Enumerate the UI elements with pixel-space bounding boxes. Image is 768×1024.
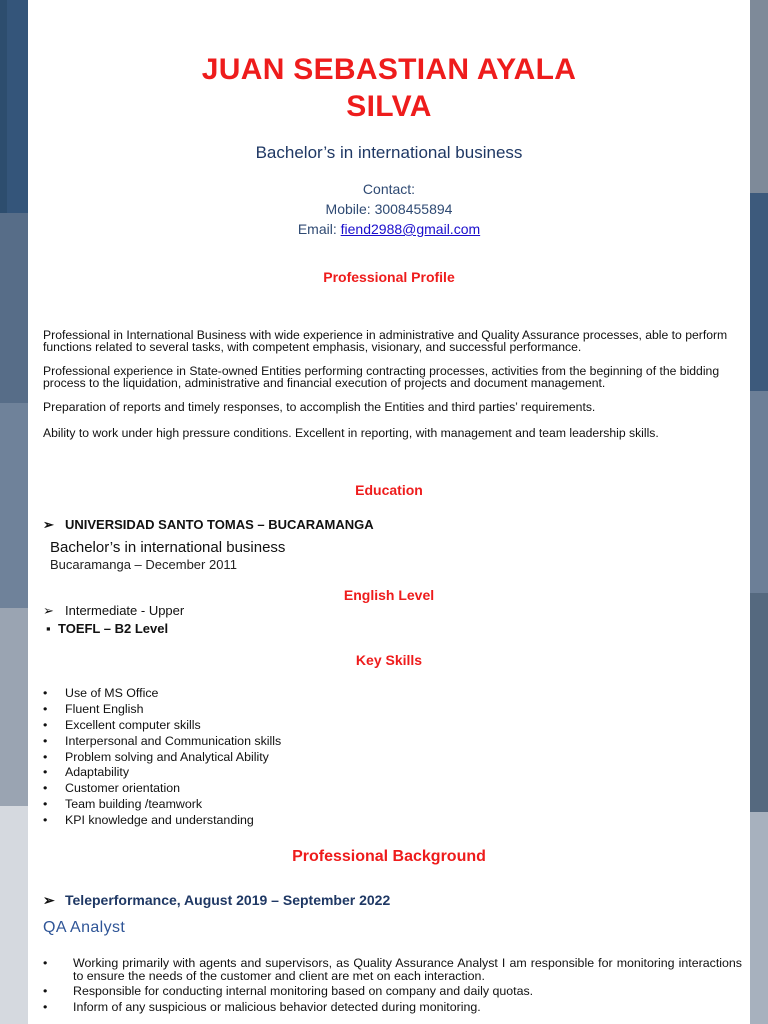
bullet-icon: • [43,749,48,764]
right-decor-band-4 [750,593,768,812]
bullet-icon: • [43,956,48,970]
list-item [43,781,281,797]
list-item [43,813,281,829]
job-role: QA Analyst [43,919,126,936]
contact-email [28,221,750,237]
duty-text: Responsible for conducting internal monitoring based on company and daily quotas. [73,984,534,999]
english-level-item [43,603,184,619]
duty-text: Inform of any suspicious or malicious behavior detected during monitoring. [73,999,481,1014]
small-bullet-icon: ▪ [46,621,51,636]
list-item [43,702,281,718]
skill-text: Fluent English [65,701,144,716]
skill-text: Use of MS Office [65,686,159,700]
section-title-education: Education [355,482,423,498]
list-item [43,765,281,781]
english-level: Intermediate - Upper [65,603,185,618]
arrow-bullet-icon: ➢ [43,603,54,618]
bullet-icon: • [43,813,48,828]
arrow-bullet-icon: ➢ [43,892,55,908]
bullet-icon: • [43,733,48,748]
profile-paragraph: Professional in International Business with wide experience in administrative and Quality Assurance processes, able to perform functions related to several tasks, with competent emphasis, visionary, and successful performance. [43,328,728,354]
list-item [43,985,742,998]
duty-text: Working primarily with agents and supervisors, as Quality Assurance Analyst I am responsible for monitoring interactions to ensure the needs of the customer and client are met on each interaction. [73,956,742,983]
right-decor-band-1 [750,0,768,193]
toefl-level: TOEFL – B2 Level [58,621,169,636]
list-item [43,718,281,734]
skill-text: Customer orientation [65,781,181,796]
left-decor-band-1 [0,0,28,213]
email-label: Email: [297,221,341,237]
section-title-skills: Key Skills [355,652,423,668]
institution-name: UNIVERSIDAD SANTO TOMAS – BUCARAMANGA [65,517,374,532]
email-link[interactable]: fiend2988@gmail.com [340,221,481,237]
candidate-degree-subtitle: Bachelor’s in international business [255,143,523,162]
profile-paragraph: Ability to work under high pressure conditions. Excellent in reporting, with management and team leadership skills. [43,426,659,440]
right-decor-band-3 [750,391,768,593]
resume-page [28,0,750,1024]
skill-text: Problem solving and Analytical Ability [65,749,269,764]
contact-label: Contact: [362,181,416,197]
list-item [43,797,281,813]
section-title-background: Professional Background [292,848,486,865]
duties-list [43,957,742,1016]
skills-list [43,686,281,829]
bullet-icon: • [43,797,48,812]
list-item [43,1001,742,1014]
candidate-name-line1: JUAN SEBASTIAN AYALA [201,53,577,86]
education-date: Bucaramanga – December 2011 [50,557,237,572]
profile-paragraph: Professional experience in State-owned Entities performing contracting processes, activities from the beginning of the bidding process to the liquidation, administrative and financial execution of projects and document management. [43,364,720,390]
list-item [43,686,281,702]
list-item [43,957,742,982]
left-decor-band-3 [0,403,28,608]
right-decor-band-5 [750,812,768,1024]
list-item [43,750,281,766]
bullet-icon: • [43,701,48,716]
skill-text: Excellent computer skills [65,717,201,732]
left-decor-band-4 [0,608,28,806]
candidate-name-line2: SILVA [346,90,432,123]
left-decor-band-2 [0,213,28,403]
bullet-icon: • [43,781,48,796]
arrow-bullet-icon: ➢ [43,517,54,532]
company-and-dates: Teleperformance, August 2019 – September 2022 [65,892,391,908]
bullet-icon: • [43,717,48,732]
skill-text: KPI knowledge and understanding [65,813,254,828]
list-item [43,734,281,750]
profile-paragraph: Preparation of reports and timely responses, to accomplish the Entities and third parties’ requirements. [43,400,596,414]
section-title-english: English Level [343,587,435,603]
toefl-item [46,621,168,636]
bullet-icon: • [43,999,48,1014]
skill-text: Interpersonal and Communication skills [65,733,282,748]
bullet-icon: • [43,686,48,700]
job-company [43,892,390,909]
right-decor-band-2 [750,193,768,391]
contact-mobile: Mobile: 3008455894 [325,201,453,217]
education-institution [43,517,374,533]
bullet-icon: • [43,765,48,780]
section-title-profile: Professional Profile [323,269,455,285]
bullet-icon: • [43,984,48,999]
left-decor-band-5 [0,806,28,1024]
education-degree: Bachelor’s in international business [50,539,286,556]
skill-text: Adaptability [65,765,130,780]
skill-text: Team building /teamwork [65,797,203,812]
